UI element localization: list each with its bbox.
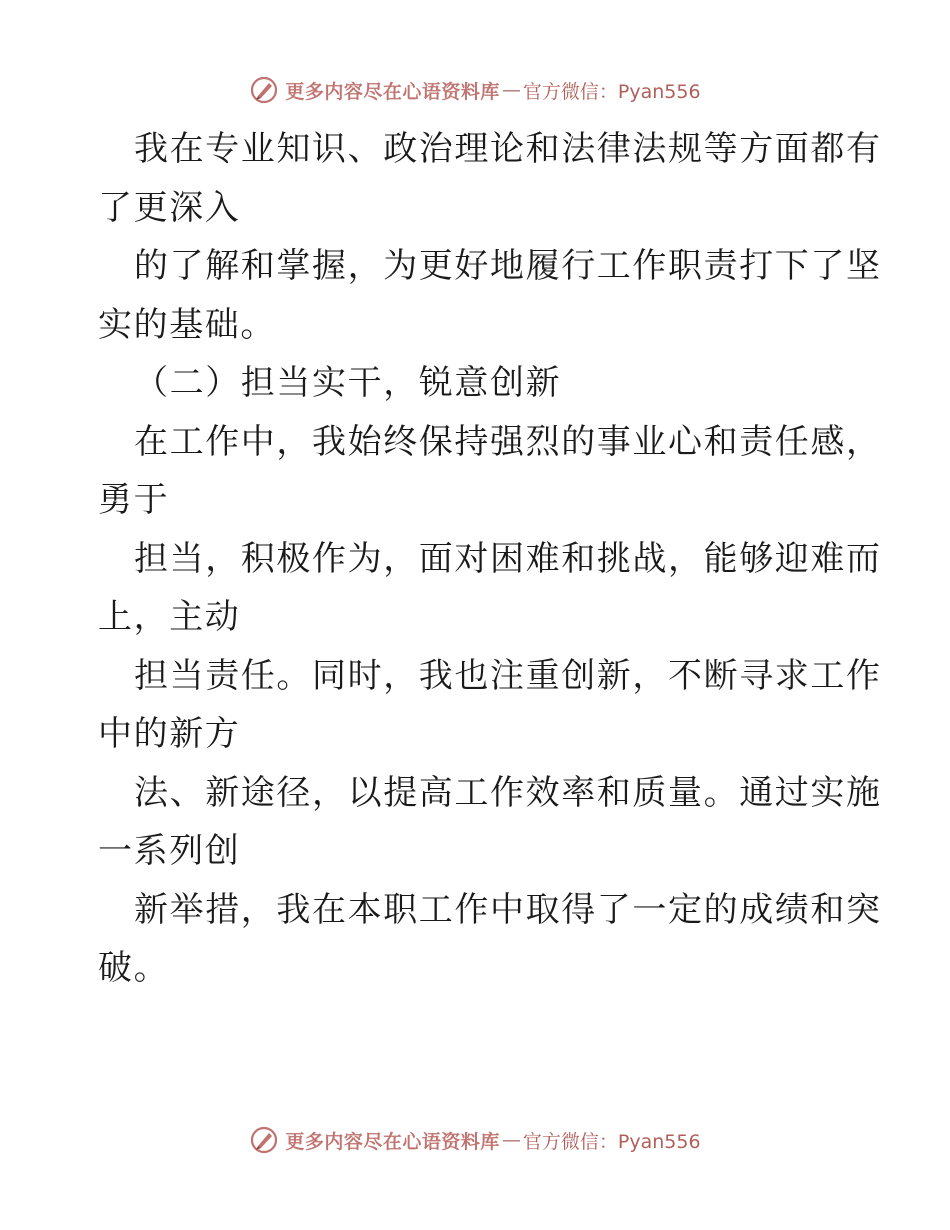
body-line-2: 了更深入 [98, 187, 241, 228]
body-line-1: 我在专业知识、政治理论和法律法规等方面都有 [134, 129, 882, 169]
footer-separator: — [501, 1129, 521, 1151]
document-body [98, 120, 882, 998]
footer-brand-text: 更多内容尽在心语资料库 [285, 1130, 500, 1153]
body-line-9: 上，主动 [98, 597, 241, 637]
footer-wechat-text: 官方微信：Pyan556 [522, 1130, 701, 1153]
footer-banner [0, 1120, 950, 1160]
section-heading: （二）担当实干，锐意创新 [134, 363, 562, 403]
body-line-14: 新举措，我在本职工作中取得了一定的成绩和突 [134, 889, 882, 930]
body-line-3: 的了解和掌握，为更好地履行工作职责打下了坚 [134, 246, 882, 286]
body-line-10: 担当责任。同时，我也注重创新，不断寻求工作 [134, 655, 882, 696]
header-banner [0, 70, 950, 110]
body-line-8: 担当，积极作为，面对困难和挑战，能够迎难而 [134, 538, 882, 579]
body-line-6: 在工作中，我始终保持强烈的事业心和责任感， [134, 421, 882, 462]
header-wechat-text: 官方微信：Pyan556 [522, 80, 701, 103]
body-line-12: 法、新途径，以提高工作效率和质量。通过实施 [134, 772, 882, 813]
body-line-7: 勇于 [98, 480, 170, 520]
header-separator: — [501, 79, 521, 101]
body-line-11: 中的新方 [98, 714, 241, 754]
quill-pen-icon [249, 1125, 279, 1155]
header-brand-text: 更多内容尽在心语资料库 [285, 80, 500, 103]
body-line-15: 破。 [98, 948, 170, 988]
quill-pen-icon [249, 75, 279, 105]
body-line-13: 一系列创 [98, 831, 241, 871]
body-line-4: 实的基础。 [98, 304, 276, 345]
